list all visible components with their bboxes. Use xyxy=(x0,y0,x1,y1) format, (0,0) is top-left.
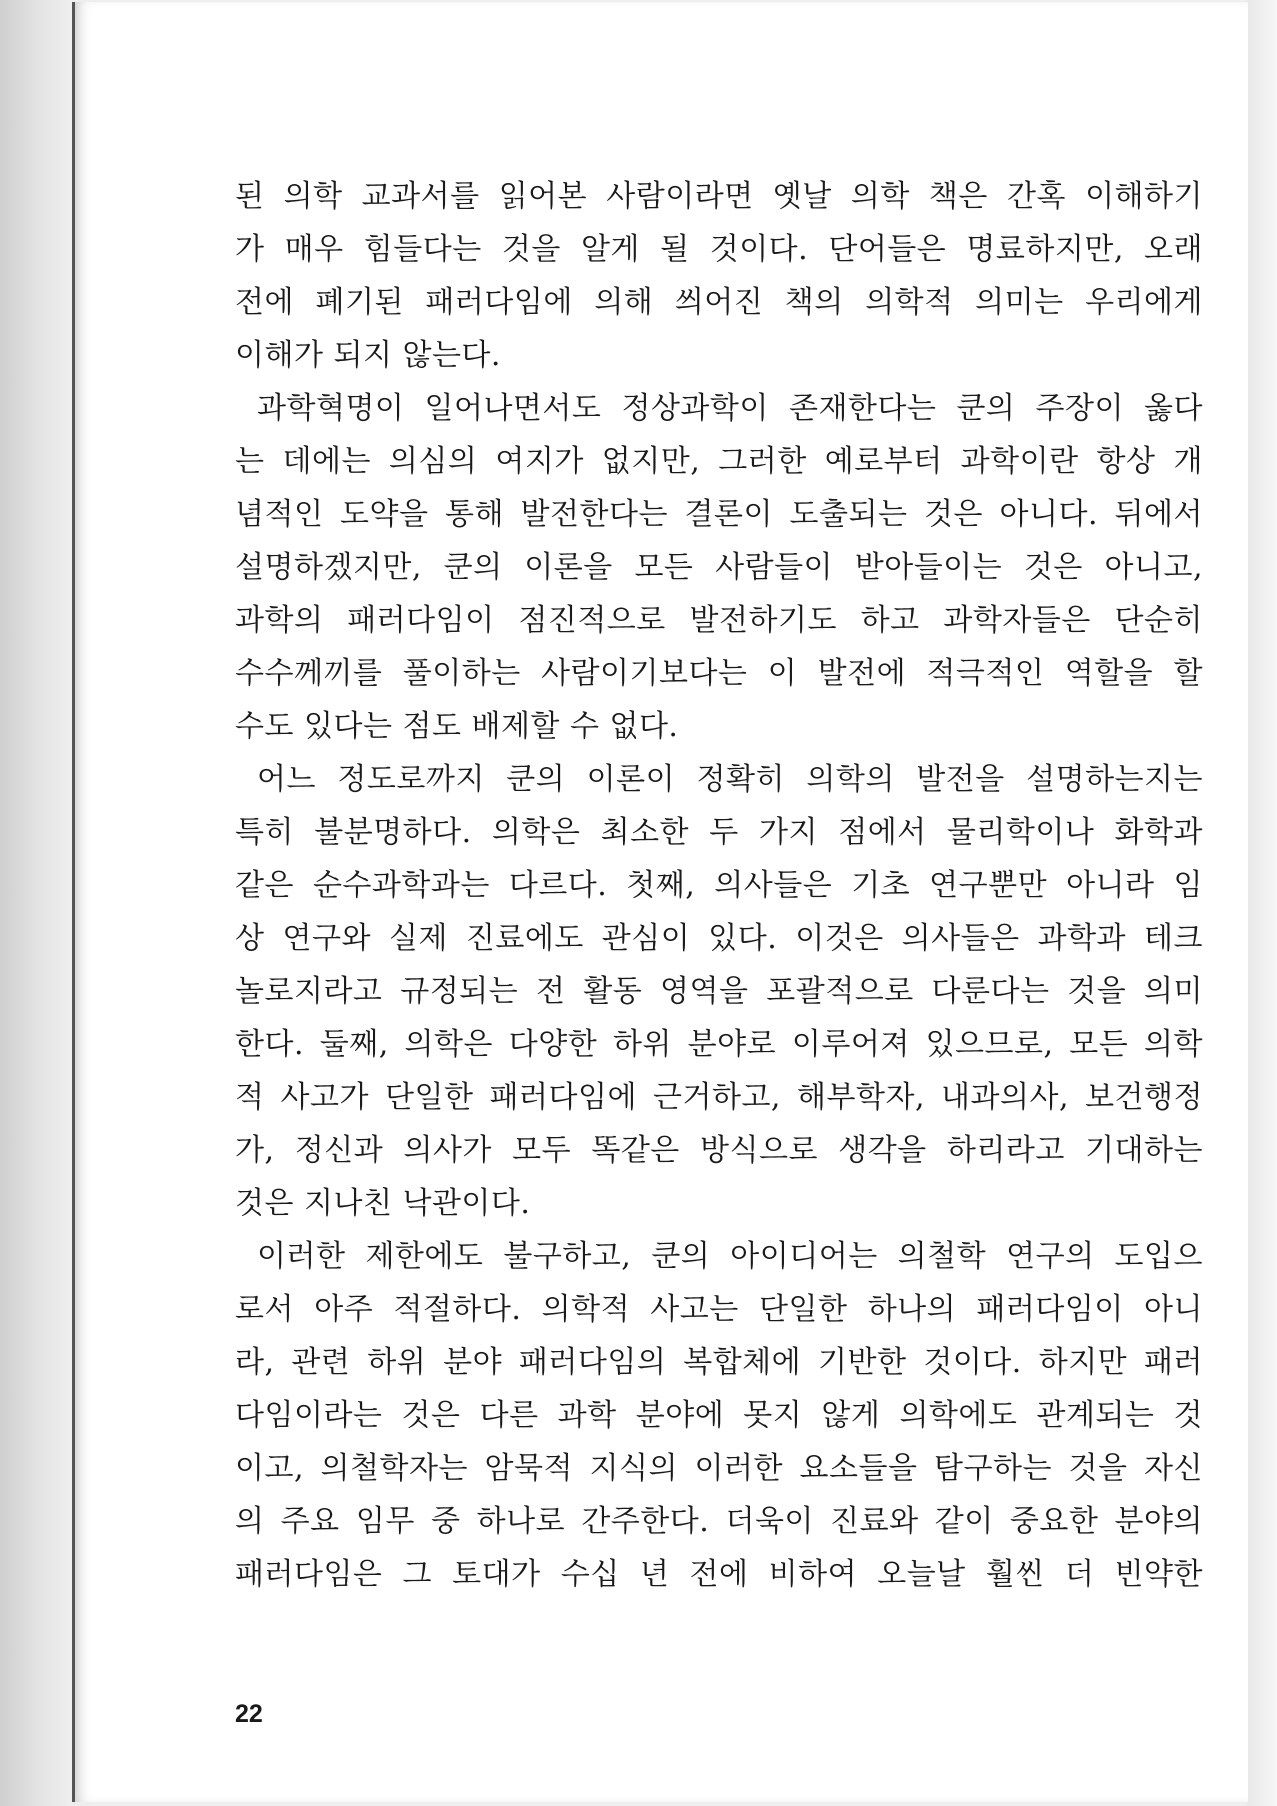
text-line: 것은 지나친 낙관이다. xyxy=(235,1186,531,1221)
text-line: 놀로지라고 규정되는 전 활동 영역을 포괄적으로 다룬다는 것을 의미 xyxy=(235,974,1203,1009)
text-line: 상 연구와 실제 진료에도 관심이 있다. 이것은 의사들은 과학과 테크 xyxy=(235,921,1203,956)
text-line: 전에 폐기된 패러다임에 의해 씌어진 책의 의학적 의미는 우리에게 xyxy=(235,285,1203,320)
text-line: 이고, 의철학자는 암묵적 지식의 이러한 요소들을 탐구하는 것을 자신 xyxy=(235,1451,1203,1486)
text-line: 한다. 둘째, 의학은 다양한 하위 분야로 이루어져 있으므로, 모든 의학 xyxy=(235,1027,1203,1062)
text-line: 로서 아주 적절하다. 의학적 사고는 단일한 하나의 패러다임이 아니 xyxy=(235,1292,1203,1327)
text-line: 과학혁명이 일어나면서도 정상과학이 존재한다는 쿤의 주장이 옳다 xyxy=(257,391,1203,426)
text-line: 적 사고가 단일한 패러다임에 근거하고, 해부학자, 내과의사, 보건행정 xyxy=(235,1080,1203,1115)
page-right-edge xyxy=(1247,0,1277,1806)
text-line: 특히 불분명하다. 의학은 최소한 두 가지 점에서 물리학이나 화학과 xyxy=(235,815,1203,850)
text-line: 패러다임은 그 토대가 수십 년 전에 비하여 오늘날 훨씬 더 빈약한 xyxy=(235,1557,1203,1592)
page-number: 22 xyxy=(235,1700,263,1728)
text-line: 이러한 제한에도 불구하고, 쿤의 아이디어는 의철학 연구의 도입으 xyxy=(257,1239,1203,1274)
text-line: 는 데에는 의심의 여지가 없지만, 그러한 예로부터 과학이란 항상 개 xyxy=(235,444,1203,479)
body-text xyxy=(235,170,1203,1601)
book-page xyxy=(72,2,1248,1802)
text-line: 가, 정신과 의사가 모두 똑같은 방식으로 생각을 하리라고 기대하는 xyxy=(235,1133,1203,1168)
text-line: 다임이라는 것은 다른 과학 분야에 못지 않게 의학에도 관계되는 것 xyxy=(235,1398,1203,1433)
text-line: 과학의 패러다임이 점진적으로 발전하기도 하고 과학자들은 단순히 xyxy=(235,603,1203,638)
text-line: 가 매우 힘들다는 것을 알게 될 것이다. 단어들은 명료하지만, 오래 xyxy=(235,232,1203,267)
text-line: 어느 정도로까지 쿤의 이론이 정확히 의학의 발전을 설명하는지는 xyxy=(257,762,1203,797)
text-line: 설명하겠지만, 쿤의 이론을 모든 사람들이 받아들이는 것은 아니고, xyxy=(235,550,1203,585)
text-line: 된 의학 교과서를 읽어본 사람이라면 옛날 의학 책은 간혹 이해하기 xyxy=(235,179,1203,214)
text-line: 이해가 되지 않는다. xyxy=(235,338,501,373)
text-line: 수수께끼를 풀이하는 사람이기보다는 이 발전에 적극적인 역할을 할 xyxy=(235,656,1203,691)
text-line: 수도 있다는 점도 배제할 수 없다. xyxy=(235,709,679,744)
text-line: 의 주요 임무 중 하나로 간주한다. 더욱이 진료와 같이 중요한 분야의 xyxy=(235,1504,1203,1539)
text-line: 념적인 도약을 통해 발전한다는 결론이 도출되는 것은 아니다. 뒤에서 xyxy=(235,497,1203,532)
text-line: 같은 순수과학과는 다르다. 첫째, 의사들은 기초 연구뿐만 아니라 임 xyxy=(235,868,1203,903)
text-line: 라, 관련 하위 분야 패러다임의 복합체에 기반한 것이다. 하지만 패러 xyxy=(235,1345,1203,1380)
